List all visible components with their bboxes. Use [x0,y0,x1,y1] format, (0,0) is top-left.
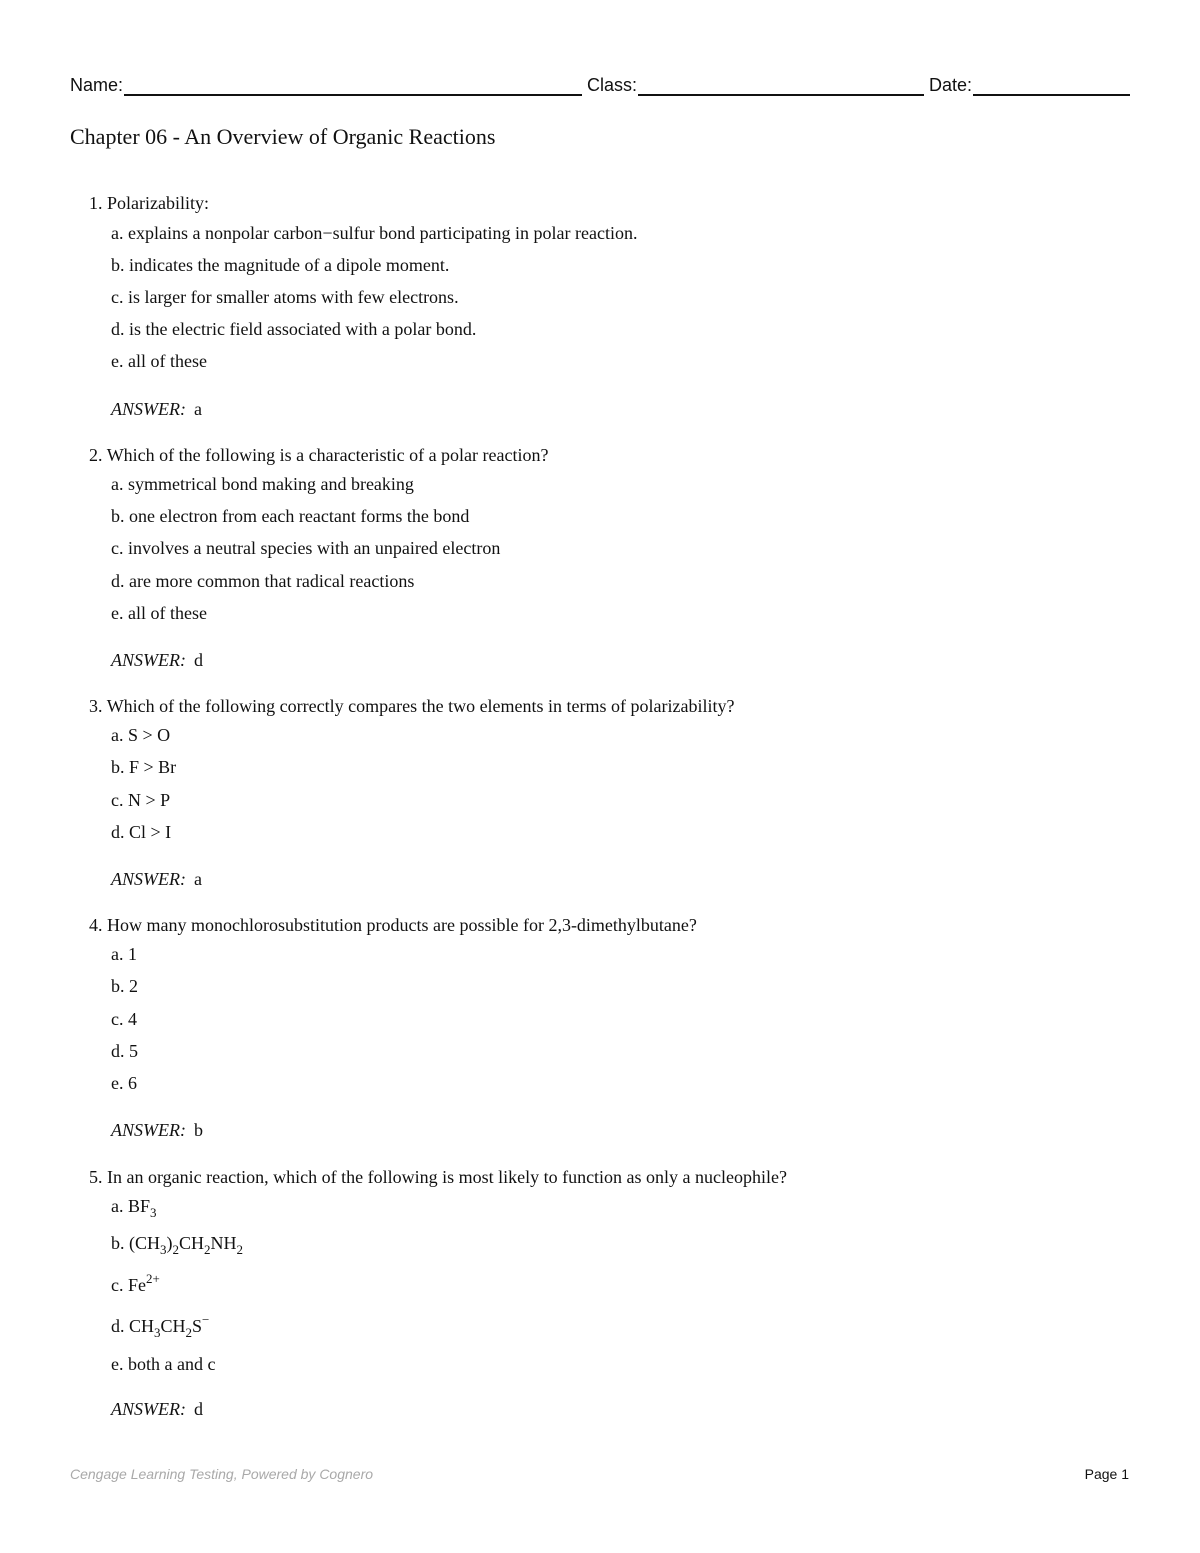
option-text [129,1233,244,1257]
answer-option [111,724,170,746]
date-label: Date: [929,75,973,95]
question-text: How many monochlorosubstitution products are possible for 2,3-dimethylbutane? [107,915,697,935]
option-letter: d. [111,571,125,591]
formula-part: CH [160,1316,186,1336]
formula-part: (CH [129,1233,160,1253]
subscript: 3 [154,1325,161,1340]
option-text: 5 [129,1041,138,1061]
answer-key [111,398,202,420]
option-letter: c. [111,1009,124,1029]
answer-label: ANSWER: [111,869,186,889]
question-stem [89,192,209,214]
question-number: 3. [89,696,103,716]
option-letter: e. [111,603,124,623]
formula-part: NH [210,1233,237,1253]
option-text: explains a nonpolar carbon−sulfur bond participating in polar reaction. [128,223,638,243]
page-number: Page 1 [1084,1466,1129,1482]
option-text: N > P [128,790,171,810]
answer-label: ANSWER: [111,650,186,670]
question-number: 2. [89,445,103,465]
option-letter: b. [111,757,125,777]
answer-option [111,756,176,778]
answer-option [111,254,449,276]
name-blank-line [124,74,582,96]
subscript: 2 [172,1242,179,1257]
option-text: one electron from each reactant forms the bond [129,506,470,526]
class-blank-line [638,74,924,96]
formula-part: BF [128,1196,151,1216]
option-letter: e. [111,1073,124,1093]
option-letter: a. [111,474,124,494]
option-letter: c. [111,1275,124,1295]
option-letter: c. [111,287,124,307]
answer-value: d [193,650,203,670]
answer-value: b [193,1120,203,1140]
answer-option [111,1195,157,1220]
option-letter: b. [111,506,125,526]
option-text: all of these [128,351,207,371]
option-text: 1 [128,944,137,964]
option-letter: b. [111,1233,125,1253]
answer-option [111,1353,215,1375]
option-text: both a and c [128,1354,216,1374]
option-letter: d. [111,822,125,842]
page-title: Chapter 06 - An Overview of Organic Reactions [70,124,496,149]
answer-option [111,943,137,965]
answer-option [111,318,476,340]
answer-key [111,649,203,671]
answer-option [111,286,459,308]
answer-option [111,537,500,559]
option-text: S > O [128,725,171,745]
answer-option [111,350,207,372]
subscript: 3 [160,1242,167,1257]
question-text: Which of the following correctly compares the two elements in terms of polarizability? [106,696,735,716]
formula-part: CH [129,1316,155,1336]
option-text: Cl > I [129,822,172,842]
option-letter: b. [111,976,125,996]
option-text: all of these [128,603,207,623]
class-field [587,72,924,96]
option-text: indicates the magnitude of a dipole moment. [129,255,450,275]
formula-part: ) [166,1233,173,1253]
question-stem [89,1166,787,1188]
question-number: 1. [89,193,103,213]
option-text [128,1271,160,1295]
answer-option [111,821,171,843]
answer-option [111,1312,210,1340]
formula-part: Fe [128,1275,146,1295]
option-text: is the electric field associated with a polar bond. [129,319,477,339]
subscript: 2 [236,1242,244,1257]
question-stem [89,695,734,717]
option-text: are more common that radical reactions [129,571,415,591]
formula-part: CH [179,1233,205,1253]
answer-option [111,975,138,997]
answer-key [111,1398,203,1420]
answer-option [111,570,414,592]
option-letter: e. [111,351,124,371]
formula-part: S [192,1316,203,1336]
option-letter: d. [111,1041,125,1061]
answer-option [111,1072,137,1094]
option-letter: e. [111,1354,124,1374]
superscript: − [202,1312,210,1327]
option-letter: a. [111,223,124,243]
name-field [70,72,582,96]
option-letter: a. [111,1196,124,1216]
question-number: 5. [89,1167,103,1187]
option-letter: a. [111,944,124,964]
subscript: 2 [204,1242,211,1257]
footer-credit: Cengage Learning Testing, Powered by Cognero [70,1466,374,1482]
option-letter: d. [111,1316,125,1336]
answer-key [111,1119,203,1141]
option-text: symmetrical bond making and breaking [128,474,414,494]
option-text [129,1312,210,1340]
option-text: F > Br [129,757,177,777]
answer-option [111,1271,160,1296]
option-letter: c. [111,538,124,558]
student-info-header [70,72,1130,98]
option-text: involves a neutral species with an unpaired electron [128,538,501,558]
answer-option [111,1040,138,1062]
option-text: 6 [128,1073,137,1093]
answer-option [111,1008,137,1030]
superscript: 2+ [146,1271,160,1286]
answer-option [111,505,469,527]
option-text [128,1196,157,1220]
date-field [929,72,1130,96]
name-label: Name: [70,75,124,95]
answer-option [111,789,170,811]
question-stem [89,914,697,936]
answer-label: ANSWER: [111,399,186,419]
option-text: is larger for smaller atoms with few electrons. [128,287,459,307]
subscript: 3 [150,1205,157,1220]
option-letter: c. [111,790,124,810]
question-number: 4. [89,915,103,935]
answer-label: ANSWER: [111,1399,186,1419]
date-blank-line [973,74,1130,96]
question-stem [89,444,549,466]
option-text: 2 [129,976,138,996]
option-letter: b. [111,255,125,275]
answer-label: ANSWER: [111,1120,186,1140]
answer-value: a [193,399,202,419]
answer-option [111,1232,244,1257]
question-text: In an organic reaction, which of the following is most likely to function as only a nucleophile? [107,1167,788,1187]
option-letter: d. [111,319,125,339]
class-label: Class: [587,75,638,95]
answer-key [111,868,202,890]
question-text: Polarizability: [107,193,209,213]
answer-option [111,473,414,495]
answer-option [111,222,638,244]
question-text: Which of the following is a characteristic of a polar reaction? [106,445,549,465]
subscript: 2 [185,1325,193,1340]
option-text: 4 [128,1009,137,1029]
answer-value: d [193,1399,203,1419]
answer-value: a [193,869,202,889]
option-letter: a. [111,725,124,745]
answer-option [111,602,207,624]
